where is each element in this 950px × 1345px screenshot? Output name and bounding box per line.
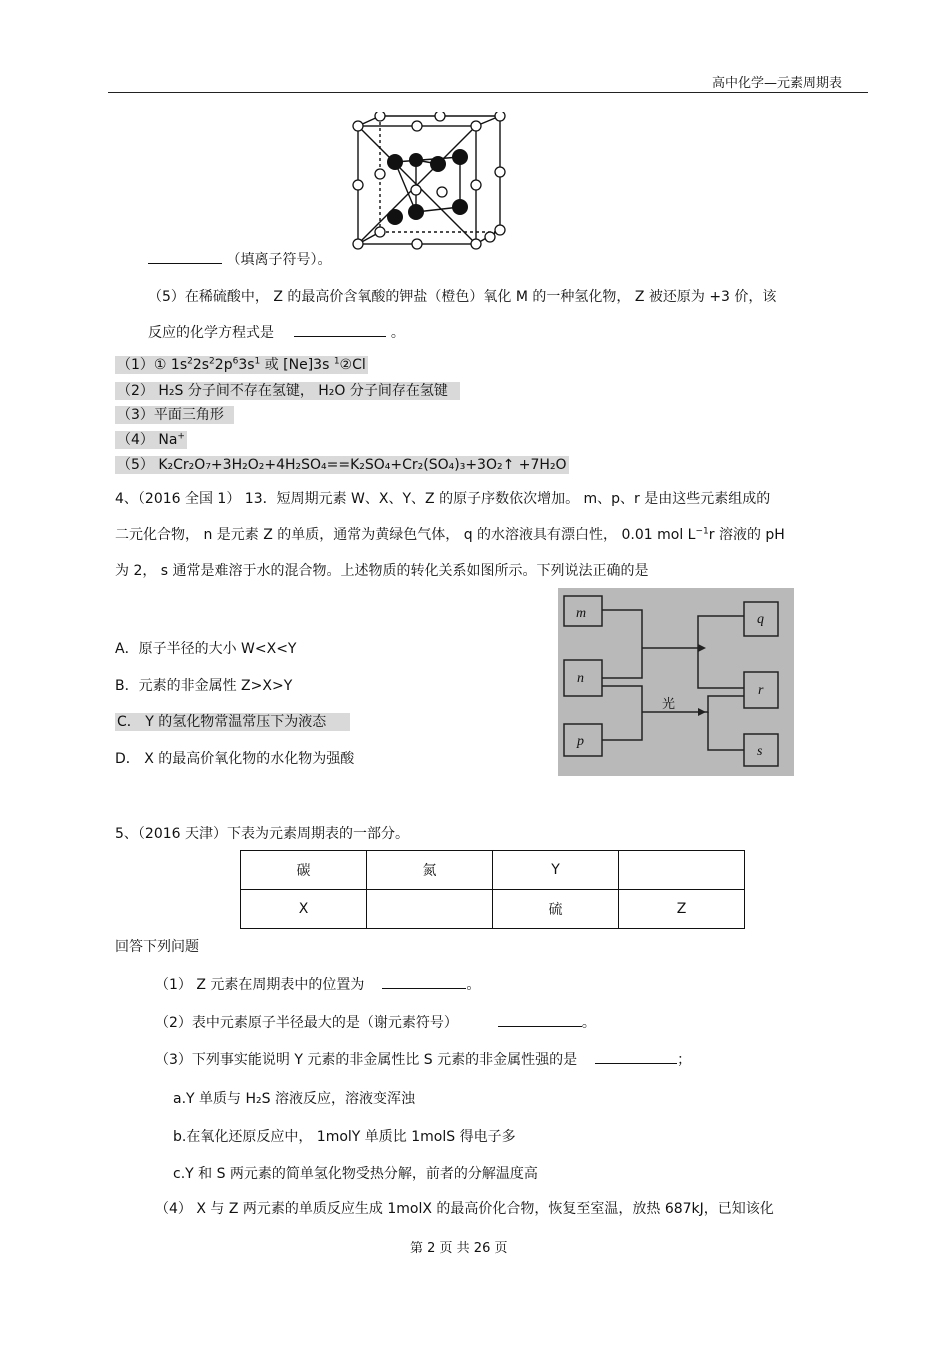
page-number: 第 2 页 共 26 页 [410,1241,508,1256]
answer-blank[interactable] [382,976,466,989]
table-cell: 碳 [241,851,367,890]
q3-part5-line2: 反应的化学方程式是 。 [148,325,405,341]
answer-blank[interactable] [498,1014,582,1027]
option-d: D． X 的最高价氧化物的水化物为强酸 [115,751,355,767]
q4-line2: 二元化合物， n 是元素 Z 的单质，通常为黄绿色气体， q 的水溶液具有漂白性， 0.01 mol $L^{-1}r$ 溶液的 pH [115,526,785,543]
q5-part3-option-b: b.在氧化还原反应中， 1molY 单质比 1molS 得电子多 [173,1129,516,1145]
answer-blank[interactable] [294,324,386,337]
q5-intro: 5、（2016 天津）下表为元素周期表的一部分。 [115,826,409,842]
answer-blank[interactable] [148,251,222,264]
table-cell [619,851,745,890]
node-s: s [757,744,763,759]
table-cell: 氮 [367,851,493,890]
node-n: n [577,671,584,686]
table-cell: Y [493,851,619,890]
table-cell: 硫 [493,890,619,929]
option-b: B．元素的非金属性 Z>X>Y [115,678,293,694]
q5-part3: （3）下列事实能说明 Y 元素的非金属性比 S 元素的非金属性强的是 ； [155,1052,692,1068]
answer-5: （5） K₂Cr₂O₇+3H₂O₂+4H₂SO₄==K₂SO₄+Cr₂(SO₄)₃+3O₂↑ +7H₂O [117,457,567,473]
option-c: C． Y 的氢化物常温常压下为液态 [115,711,350,731]
q5-part3-option-a: a.Y 单质与 H₂S 溶液反应，溶液变浑浊 [173,1091,415,1107]
answer-2: （2） H₂S 分子间不存在氢键， H₂O 分子间存在氢键 [115,380,460,400]
table-cell: Z [619,890,745,929]
node-r: r [758,683,764,698]
q3-tail-text: （填离子符号）。 [226,252,332,268]
q5-part1: （1） Z 元素在周期表中的位置为 。 [155,977,481,993]
crystal-structure-figure [350,112,510,252]
answer-1: （1）① $1s^22s^22p^63s^1$ 或 [Ne]3s $^1$②Cl [117,356,366,373]
q5-part3-option-c: c.Y 和 S 两元素的简单氢化物受热分解，前者的分解温度高 [173,1166,538,1182]
q4-line3: 为 2， s 通常是难溶于水的混合物。上述物质的转化关系如图所示。下列说法正确的是 [115,563,649,579]
header-rule [108,92,868,93]
q4-line1: 4、（2016 全国 1） 13．短周期元素 W、X、Y、Z 的原子序数依次增加。 m、p、r 是由这些元素组成的 [115,491,771,507]
option-a: A．原子半径的大小 W<X<Y [115,641,297,657]
answer-4: （4） Na+ [117,431,185,448]
node-p: p [577,734,584,749]
node-q: q [757,612,764,627]
light-label: 光 [662,697,676,712]
q3-tail-line [148,249,331,269]
header-title: 高中化学—元素周期表 [712,76,843,91]
q3-part5-line1: （5）在稀硫酸中， Z 的最高价含氧酸的钾盐（橙色）氧化 M 的一种氢化物， Z 被还原为 +3 价，该 [148,289,777,305]
q5-part4: （4） X 与 Z 两元素的单质反应生成 1molX 的最高价化合物，恢复至室温，放热 687kJ，已知该化 [155,1201,774,1217]
answer-blank[interactable] [595,1051,677,1064]
table-cell: X [241,890,367,929]
table-cell [367,890,493,929]
periodic-table-fragment [240,850,745,929]
answer-3: （3）平面三角形 [115,404,234,424]
node-m: m [576,606,587,621]
q5-ask: 回答下列问题 [115,939,199,955]
q5-part2: （2）表中元素原子半径最大的是（谢元素符号） 。 [155,1015,596,1031]
transformation-diagram [558,588,794,776]
